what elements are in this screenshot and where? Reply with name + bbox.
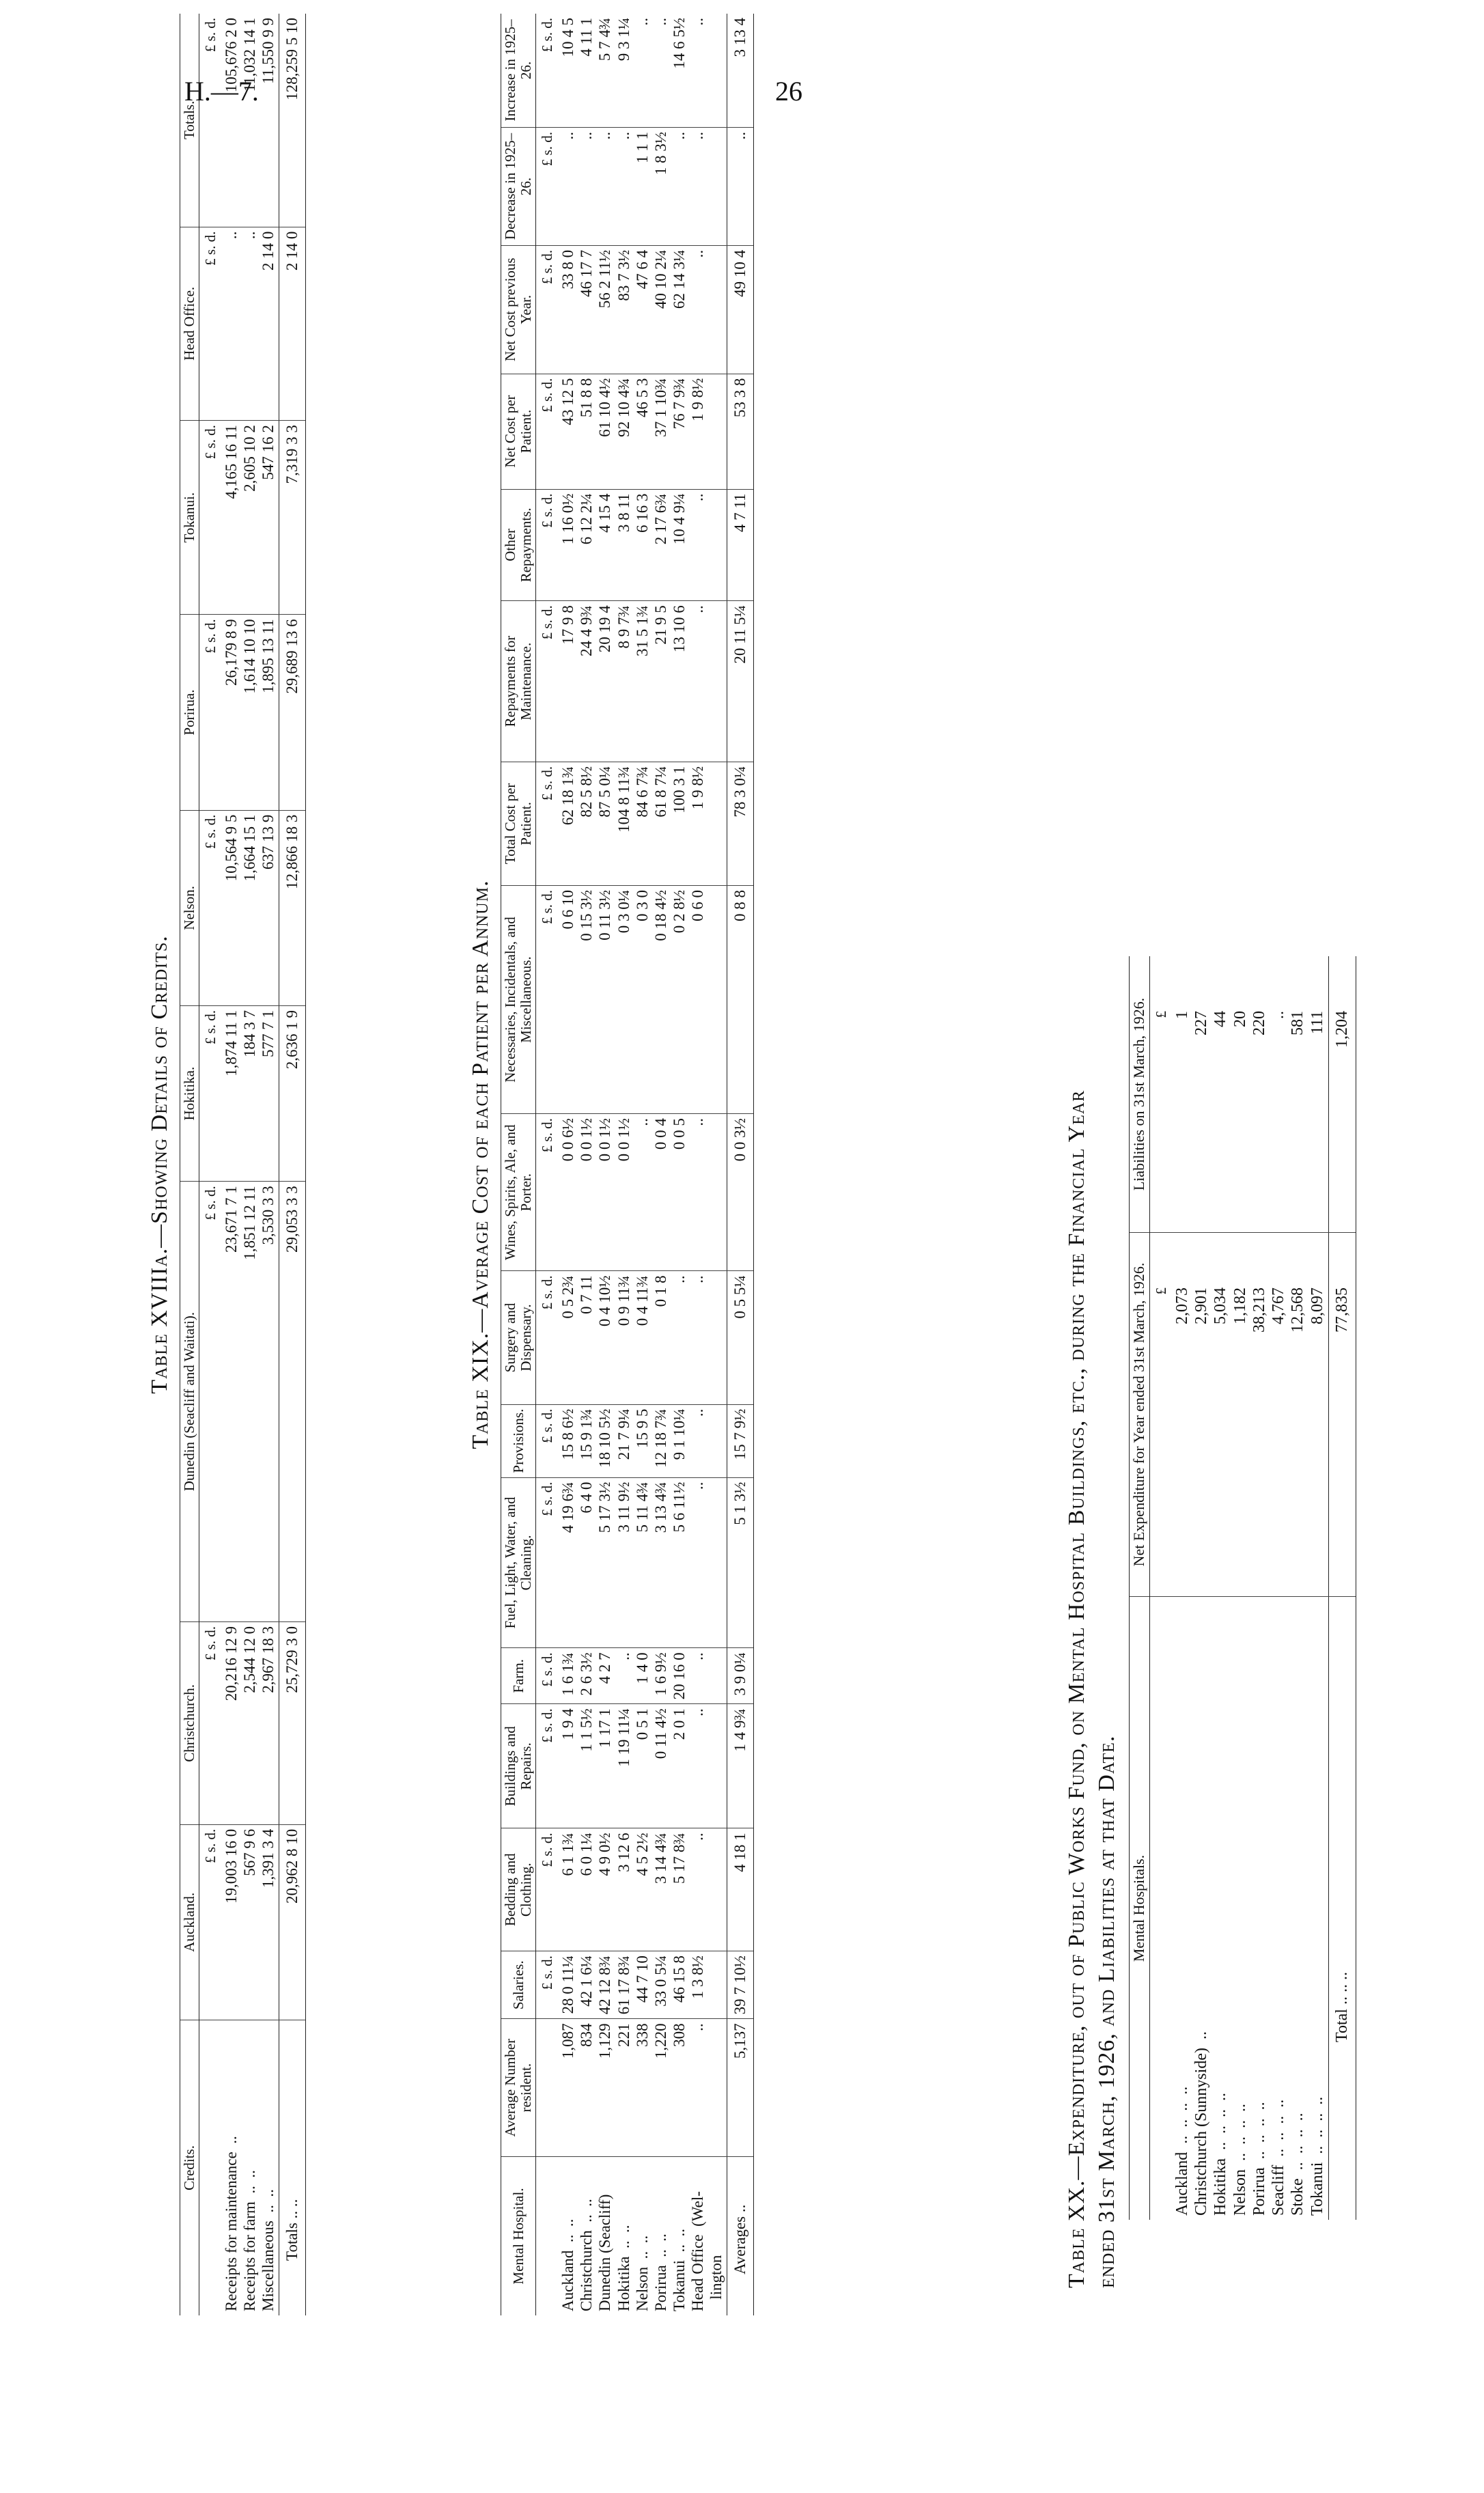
buildings-values: 1 9 4 1 1 5½ 1 17 1 1 19 11¼ 0 5 1 0 11 4½ 2 0 1 .. (557, 1704, 727, 1828)
col-porirua: Porirua. (180, 615, 199, 810)
unit: £ s. d. (199, 810, 221, 1005)
unit: £ s. d. (199, 1005, 221, 1181)
other-repayments-values: 1 16 0½ 6 12 2¼ 4 15 4 3 8 11 6 16 3 2 17 6¾ 10 4 9¼ .. (557, 489, 727, 601)
dunedin-values: 23,671 7 1 1,851 12 11 3,530 3 3 (221, 1182, 279, 1622)
unit: £ s. d. (536, 245, 558, 374)
table-20-caption: Table XX.—Expenditure, out of Public Works Fund, on Mental Hospital Buildings, etc., during the Financial Year ended 31st March, 1926, and Liabilities at that Date. (1064, 1089, 1120, 2288)
unit: £ s. d. (536, 1477, 558, 1648)
total-cell: 2 14 0 (279, 227, 306, 420)
average-cell: 53 3 8 (727, 374, 754, 489)
average-cell: 0 5 5¼ (727, 1271, 754, 1404)
totals-values: 105,676 2 0 11,032 14 1 11,550 9 9 (221, 14, 279, 227)
unit: £ s. d. (536, 374, 558, 489)
average-cell: 4 18 1 (727, 1828, 754, 1951)
hospital-names: Auckland .. .. .. .. Christchurch (Sunnyside) .. Hokitika .. .. .. .. Nelson .. .. .. .. Porirua .. .. .. .. Seacliff .. .. .. .. Stoke .. .. .. .. Tokanui .. .. .. .. (1173, 2031, 1326, 2216)
col-necessaries: Necessaries, Incidentals, and Miscellaneous. (501, 885, 536, 1113)
salaries-values: 28 0 11¼ 42 1 6¼ 42 12 8¾ 61 17 8¾ 44 7 10 33 0 5¼ 46 15 8 1 3 8½ (557, 1951, 727, 2019)
col-auckland: Auckland. (180, 1824, 199, 2020)
hospital-names: Auckland .. .. Christchurch .. .. Dunedin (Seacliff) Hokitika .. .. Nelson .. .. Porirua .. .. Tokanui .. .. Head Office (Wel- lington (559, 2191, 725, 2311)
auckland-values: 19,003 16 0 567 9 6 1,391 3 4 (221, 1824, 279, 2020)
repayments-values: 17 9 8 24 4 9¾ 20 19 4 8 9 7¾ 31 5 1¾ 21 9 5 13 10 6 .. (557, 601, 727, 762)
average-cell: 5,137 (727, 2019, 754, 2157)
unit: £ s. d. (536, 1951, 558, 2019)
total-cost-values: 62 18 1¾ 82 5 8½ 87 5 0¼ 104 8 11¾ 84 6 7¾ 61 8 7¼ 100 3 1 1 9 8½ (557, 762, 727, 885)
unit: £ s. d. (199, 421, 221, 615)
col-bedding: Bedding and Clothing. (501, 1828, 536, 1951)
unit: £ s. d. (536, 762, 558, 885)
credits-table (180, 14, 306, 2315)
average-cell: 0 8 8 (727, 885, 754, 1113)
col-provisions: Provisions. (501, 1404, 536, 1477)
credit-labels: Receipts for maintenance .. Receipts for farm .. .. Miscellaneous .. .. (223, 2136, 277, 2311)
average-cost-table (501, 14, 754, 2315)
head-office-values: .. .. 2 14 0 (221, 227, 279, 420)
net-cost-previous-values: 33 8 0 46 17 7 56 2 11½ 83 7 3½ 47 6 4 40 10 2¼ 62 14 3¼ .. (557, 245, 727, 374)
increase-values: 10 4 5 4 11 1 5 7 4¾ 9 3 1¼ .. .. 14 6 5½ .. (557, 14, 727, 128)
table-19 (468, 14, 754, 2315)
col-mental-hospitals: Mental Hospitals. (1130, 1597, 1149, 2220)
decrease-values: .. .. .. .. 1 1 1 1 8 3½ .. .. (557, 128, 727, 246)
total-cell: 7,319 3 3 (279, 421, 306, 615)
necessaries-values: 0 6 10 0 15 3½ 0 11 3½ 0 3 0¼ 0 3 0 0 18 4½ 0 2 8½ 0 6 0 (557, 885, 727, 1113)
col-fuel: Fuel, Light, Water, and Cleaning. (501, 1477, 536, 1648)
table-18a-caption: Table XVIIIa.—Showing Details of Credits. (147, 935, 172, 1394)
net-cost-values: 43 12 5 51 8 8 61 10 4½ 92 10 4¾ 46 5 3 37 1 10¾ 76 7 9¾ 1 9 8½ (557, 374, 727, 489)
unit: £ s. d. (536, 1828, 558, 1951)
unit: £ s. d. (199, 227, 221, 420)
unit: £ s. d. (536, 1704, 558, 1828)
report-code: H.—7. (184, 76, 259, 107)
total-cell: 29,689 13 6 (279, 615, 306, 810)
average-cell: 0 0 3½ (727, 1114, 754, 1271)
average-cell: 49 10 4 (727, 245, 754, 374)
totals-label: Totals .. .. (279, 2020, 306, 2316)
unit: £ s. d. (536, 1648, 558, 1704)
unit: £ s. d. (536, 1404, 558, 1477)
total-cell: 25,729 3 0 (279, 1621, 306, 1824)
farm-values: 1 6 1¾ 2 6 3½ 4 2 7 .. 1 4 0 1 6 9½ 20 16 0 .. (557, 1648, 727, 1704)
col-surgery: Surgery and Dispensary. (501, 1271, 536, 1404)
total-expenditure: 77,835 (1329, 1233, 1356, 1597)
unit: £ s. d. (199, 1824, 221, 2020)
col-repayments: Repayments for Maintenance. (501, 601, 536, 762)
col-net-expenditure: Net Expenditure for Year ended 31st March, 1926. (1130, 1233, 1149, 1597)
col-dunedin: Dunedin (Seacliff and Waitati). (180, 1182, 199, 1622)
fuel-values: 4 19 6¾ 6 4 0 5 17 3½ 3 11 9½ 5 11 4¾ 3 13 4¾ 5 6 11½ .. (557, 1477, 727, 1648)
col-head-office: Head Office. (180, 227, 199, 420)
unit: £ s. d. (536, 489, 558, 601)
total-cell: 12,866 18 3 (279, 810, 306, 1005)
average-cell: 3 9 0¼ (727, 1648, 754, 1704)
expenditure-values: 2,073 2,901 5,034 1,182 38,213 4,767 12,568 8,097 (1171, 1233, 1329, 1597)
col-tokanui: Tokanui. (180, 421, 199, 615)
col-net-cost: Net Cost per Patient. (501, 374, 536, 489)
unit: £ s. d. (536, 128, 558, 246)
unit: £ s. d. (199, 615, 221, 810)
unit: £ (1149, 1233, 1171, 1597)
unit: £ s. d. (536, 601, 558, 762)
col-buildings: Buildings and Repairs. (501, 1704, 536, 1828)
average-cell: 4 7 11 (727, 489, 754, 601)
liabilities-values: 1 227 44 20 220 .. 581 111 (1171, 956, 1329, 1233)
col-liabilities: Liabilities on 31st March, 1926. (1130, 956, 1149, 1233)
total-label: Total .. .. .. (1329, 1597, 1356, 2220)
bedding-values: 6 1 1¾ 6 0 1¼ 4 9 0½ 3 12 6 4 5 2½ 3 14 4¾ 5 17 8¾ .. (557, 1828, 727, 1951)
col-wines: Wines, Spirits, Ale, and Porter. (501, 1114, 536, 1271)
col-farm: Farm. (501, 1648, 536, 1704)
unit: £ s. d. (536, 1271, 558, 1404)
col-total-cost: Total Cost per Patient. (501, 762, 536, 885)
unit: £ s. d. (536, 14, 558, 128)
average-cell: 15 7 9½ (727, 1404, 754, 1477)
table-19-caption: Table XIX.—Average Cost of each Patient per Annum. (468, 880, 493, 1449)
wines-values: 0 0 6½ 0 0 1½ 0 0 1½ 0 0 1½ .. 0 0 4 0 0 5 .. (557, 1114, 727, 1271)
unit: £ (1149, 956, 1171, 1233)
col-other-repayments: Other Repayments. (501, 489, 536, 601)
expenditure-table (1129, 956, 1356, 2220)
total-liabilities: 1,204 (1329, 956, 1356, 1233)
col-totals: Totals. (180, 14, 199, 227)
unit: £ s. d. (199, 1621, 221, 1824)
page-number: 26 (775, 76, 802, 107)
tokanui-values: 4,165 16 11 2,605 10 2 547 16 2 (221, 421, 279, 615)
total-cell: 2,636 1 9 (279, 1005, 306, 1181)
averages-label: Averages .. (727, 2157, 754, 2316)
average-cell: 20 11 5¼ (727, 601, 754, 762)
col-hospital: Mental Hospital. (501, 2157, 536, 2316)
average-cell: 39 7 10½ (727, 1951, 754, 2019)
average-cell: 1 4 9¾ (727, 1704, 754, 1828)
unit: £ s. d. (199, 1182, 221, 1622)
unit: £ s. d. (536, 885, 558, 1113)
christchurch-values: 20,216 12 9 2,544 12 0 2,967 18 3 (221, 1621, 279, 1824)
col-hokitika: Hokitika. (180, 1005, 199, 1181)
table-18a (147, 14, 306, 2315)
surgery-values: 0 5 2¾ 0 7 11 0 4 10½ 0 9 11¾ 0 4 11¾ 0 1 8 .. .. (557, 1271, 727, 1404)
porirua-values: 26,179 8 9 1,614 10 10 1,895 13 11 (221, 615, 279, 810)
total-cell: 128,259 5 10 (279, 14, 306, 227)
col-christchurch: Christchurch. (180, 1621, 199, 1824)
col-net-cost-previous: Net Cost previous Year. (501, 245, 536, 374)
average-cell: .. (727, 128, 754, 246)
total-cell: 20,962 8 10 (279, 1824, 306, 2020)
average-number-values: 1,087 834 1,129 221 338 1,220 308 .. (557, 2019, 727, 2157)
unit: £ s. d. (199, 14, 221, 227)
unit: £ s. d. (536, 1114, 558, 1271)
table-20 (1062, 14, 1356, 2315)
nelson-values: 10,564 9 5 1,664 15 1 637 13 9 (221, 810, 279, 1005)
hokitika-values: 1,874 11 1 184 3 7 577 7 1 (221, 1005, 279, 1181)
col-credits: Credits. (180, 2020, 199, 2316)
provisions-values: 15 8 6½ 15 9 1¾ 18 10 5½ 21 7 9¼ 15 9 5 12 18 7¾ 9 1 10¼ .. (557, 1404, 727, 1477)
col-increase: Increase in 1925–26. (501, 14, 536, 128)
average-cell: 5 1 3½ (727, 1477, 754, 1648)
average-cell: 78 3 0¼ (727, 762, 754, 885)
col-average-number: Average Number resident. (501, 2019, 536, 2157)
col-salaries: Salaries. (501, 1951, 536, 2019)
rotated-content (147, 14, 1369, 2315)
col-nelson: Nelson. (180, 810, 199, 1005)
average-cell: 3 13 4 (727, 14, 754, 128)
total-cell: 29,053 3 3 (279, 1182, 306, 1622)
col-decrease: Decrease in 1925–26. (501, 128, 536, 246)
